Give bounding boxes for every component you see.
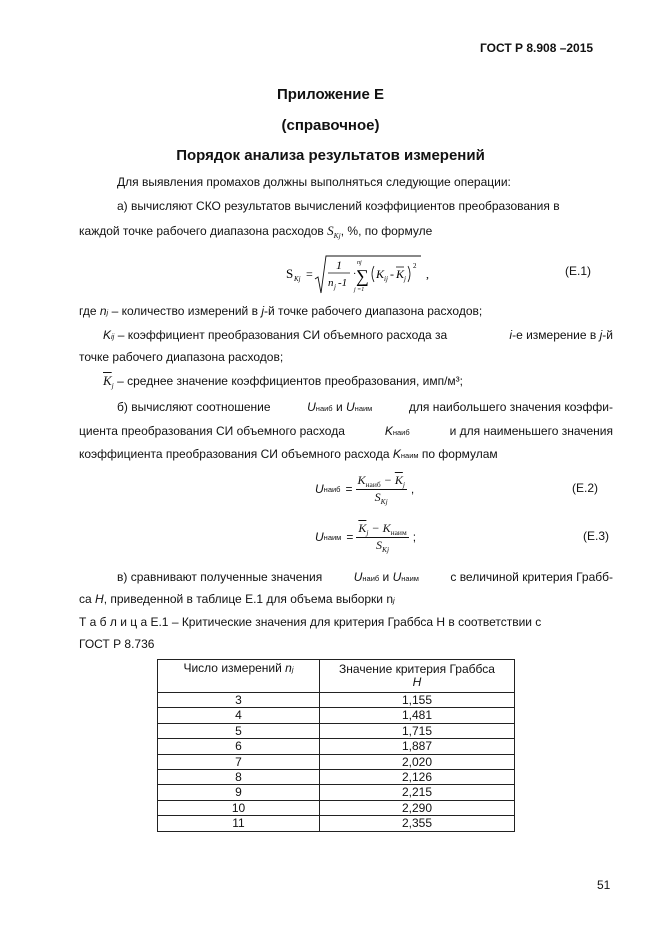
svg-text:∑: ∑ bbox=[356, 266, 369, 286]
svg-text:-1: -1 bbox=[338, 277, 348, 289]
measurement-count-cell: 3 bbox=[158, 693, 320, 708]
svg-text:nj: nj bbox=[357, 260, 362, 266]
svg-text:j =1: j =1 bbox=[354, 287, 365, 293]
svg-text:,: , bbox=[426, 267, 429, 281]
grubbs-value-cell: 2,355 bbox=[320, 816, 515, 831]
table-caption-line2: ГОСТ Р 8.736 bbox=[79, 637, 155, 651]
grubbs-value-cell: 1,481 bbox=[320, 708, 515, 723]
table-row bbox=[158, 816, 515, 831]
formula-e1-svg bbox=[286, 255, 436, 297]
formula-e2-fraction: $\frac{K_{наиб} - \overline{K}_j}{S_{Kj}}$ bbox=[357, 472, 405, 506]
svg-text:j: j bbox=[334, 283, 336, 291]
grubbs-value-cell: 1,887 bbox=[320, 739, 515, 754]
grubbs-value-cell: 2,126 bbox=[320, 770, 515, 785]
formula-e2-number: (Е.2) bbox=[572, 481, 599, 495]
measurement-count-cell: 9 bbox=[158, 785, 320, 800]
grubbs-value-cell: 2,215 bbox=[320, 785, 515, 800]
intro-paragraph: Для выявления промахов должны выполняться следующие операции: bbox=[117, 175, 511, 189]
svg-text:-: - bbox=[390, 267, 394, 281]
formula-e3-number: (Е.3) bbox=[583, 529, 610, 543]
step-a-line2: каждой точке рабочего диапазона расходов $S_{Kj}$, %, по формуле bbox=[79, 223, 433, 240]
svg-text:K: K bbox=[396, 267, 405, 281]
measurement-count-cell: 8 bbox=[158, 770, 320, 785]
svg-text:·: · bbox=[353, 269, 357, 280]
s-kj-symbol: $S_{Kj}$ bbox=[327, 223, 341, 240]
step-b-line3: коэффициента преобразования СИ объемного расхода Kнаим по формулам bbox=[79, 447, 498, 461]
formula-e1-number: (Е.1) bbox=[565, 264, 592, 278]
svg-text:S: S bbox=[286, 266, 294, 281]
where-kmean-line: $\overline{K}_j$ – среднее значение коэффициентов преобразования, имп/м³; bbox=[103, 373, 463, 390]
formula-e3-fraction: $\frac{\overline{K}_j - K_{наим}}{S_{Kj}}$ bbox=[358, 520, 407, 554]
table-row bbox=[158, 770, 515, 785]
measurement-count-cell: 11 bbox=[158, 816, 320, 831]
table-row bbox=[158, 754, 515, 769]
svg-text:2: 2 bbox=[413, 262, 417, 270]
where-k-line2: точке рабочего диапазона расходов; bbox=[79, 350, 284, 364]
grubbs-critical-values-table bbox=[157, 659, 515, 832]
table-row bbox=[158, 800, 515, 815]
step-c-line2: са H, приведенной в таблице Е.1 для объема выборки nj bbox=[79, 592, 395, 606]
step-c-line1: в) сравнивают полученные значения Uнаиб и Uнаим с величиной критерия Грабб- bbox=[117, 570, 613, 584]
svg-text:ij: ij bbox=[384, 275, 388, 283]
page-number: 51 bbox=[597, 878, 611, 892]
grubbs-value-cell: 1,715 bbox=[320, 723, 515, 738]
where-k-line1: Kij – коэффициент преобразования СИ объемного расхода за i-е измерение в j-й bbox=[103, 328, 613, 342]
step-a-line1: а) вычисляют СКО результатов вычислений коэффициентов преобразования в bbox=[117, 199, 560, 213]
document-standard-header: ГОСТ Р 8.908 –2015 bbox=[480, 41, 594, 55]
measurement-count-cell: 5 bbox=[158, 723, 320, 738]
table-row bbox=[158, 785, 515, 800]
table-row bbox=[158, 708, 515, 723]
svg-text:K: K bbox=[376, 267, 385, 281]
formula-e3: U наим = $\frac{\overline{K}_j - K_{наим}}{S_{Kj}}$ ; bbox=[315, 520, 417, 554]
step-b-line1: б) вычисляют соотношение Uнаиб и Uнаим для наибольшего значения коэффи- bbox=[117, 400, 613, 414]
svg-text:1: 1 bbox=[336, 258, 342, 272]
table-row bbox=[158, 693, 515, 708]
table-row bbox=[158, 723, 515, 738]
svg-text:Kj: Kj bbox=[294, 275, 301, 283]
table-row bbox=[158, 739, 515, 754]
formula-e1 bbox=[286, 255, 436, 297]
measurement-count-cell: 4 bbox=[158, 708, 320, 723]
grubbs-value-cell: 1,155 bbox=[320, 693, 515, 708]
measurement-count-cell: 10 bbox=[158, 800, 320, 815]
table-header-row bbox=[158, 660, 515, 693]
appendix-title: Приложение Е bbox=[276, 86, 385, 103]
table-caption-line1: Т а б л и ц а Е.1 – Критические значения для критерия Граббса Н в соответствии с bbox=[79, 615, 542, 629]
formula-e2: U наиб = $\frac{K_{наиб} - \overline{K}_j}{S_{Kj}}$ , bbox=[315, 472, 415, 506]
svg-text:=: = bbox=[306, 267, 313, 281]
appendix-status: (справочное) bbox=[281, 117, 380, 134]
appendix-subtitle: Порядок анализа результатов измерений bbox=[176, 147, 485, 164]
where-n-line: где nj – количество измерений в j-й точке рабочего диапазона расходов; bbox=[79, 304, 483, 318]
table-header-grubbs: Значение критерия Граббса H bbox=[320, 660, 515, 693]
svg-text:j: j bbox=[404, 275, 406, 283]
grubbs-value-cell: 2,020 bbox=[320, 754, 515, 769]
step-b-line2: циента преобразования СИ объемного расхода Kнаиб и для наименьшего значения bbox=[79, 424, 613, 438]
table-header-count: Число измерений nj bbox=[158, 660, 320, 693]
measurement-count-cell: 7 bbox=[158, 754, 320, 769]
grubbs-value-cell: 2,290 bbox=[320, 800, 515, 815]
svg-text:n: n bbox=[328, 277, 334, 289]
measurement-count-cell: 6 bbox=[158, 739, 320, 754]
